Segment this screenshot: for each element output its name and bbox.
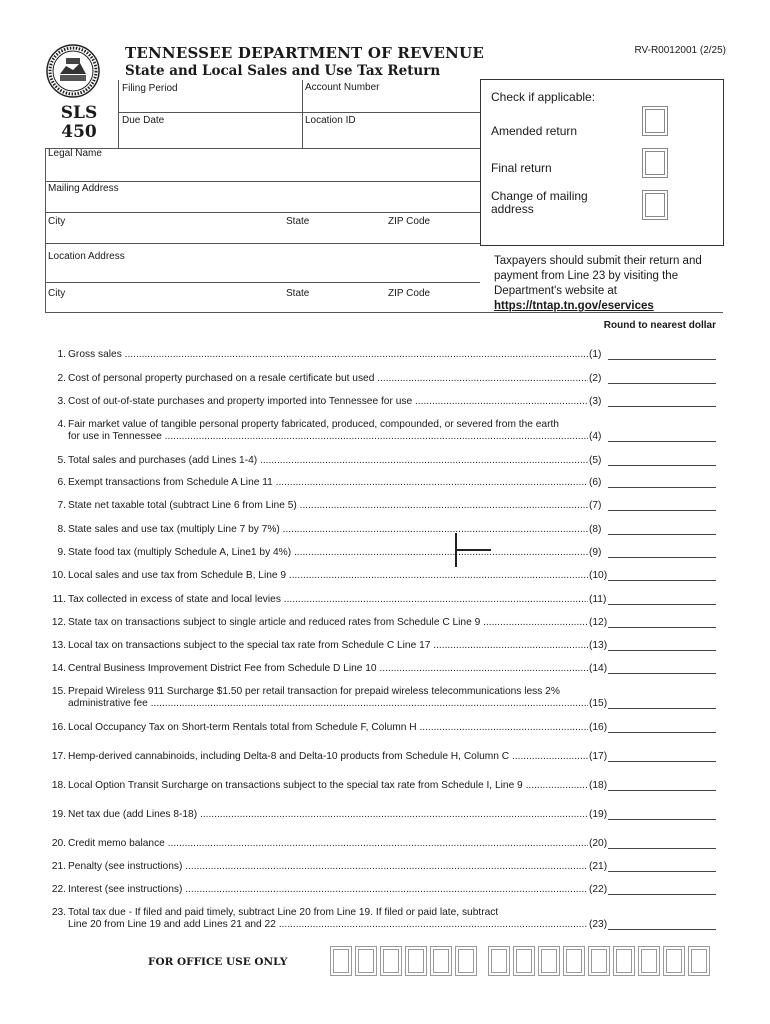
alignment-mark [455, 549, 491, 551]
line-description: State net taxable total (subtract Line 6 from Line 5) ..... [68, 500, 588, 512]
line-amount-field[interactable] [608, 487, 716, 488]
eservices-link[interactable]: https://tntap.tn.gov/eservices [494, 300, 654, 312]
grid-rule [45, 181, 480, 182]
line-description: Net tax due (add Lines 8-18) ..... [68, 809, 588, 821]
line-amount-field[interactable] [608, 650, 716, 651]
check-panel-title: Check if applicable: [491, 90, 596, 104]
line-reference: (18) [588, 780, 614, 792]
line-number: 14. [51, 663, 66, 674]
grid-divider [45, 148, 46, 312]
line-number: 9. [57, 547, 66, 558]
form-title: State and Local Sales and Use Tax Return [125, 63, 441, 79]
line-number: 7. [57, 500, 66, 511]
state-field[interactable]: State [286, 216, 310, 227]
line-description: Local sales and use tax from Schedule B, Line 9 ..... [68, 570, 588, 582]
account-number-field[interactable]: Account Number [305, 82, 380, 93]
line-reference: (6) [588, 477, 614, 489]
line-number: 11. [52, 594, 66, 605]
submission-note-text: Taxpayers should submit their return and payment from Line 23 by visiting the Department's website at [494, 255, 702, 297]
line-description: Central Business Improvement District Fee from Schedule D Line 10 ..... [68, 663, 588, 675]
amended-return-checkbox[interactable] [642, 106, 668, 136]
change-mailing-checkbox[interactable] [642, 190, 668, 220]
amended-return-label: Amended return [491, 124, 578, 138]
line-description-cont: for use in Tennessee ..... [68, 431, 588, 443]
line-amount-field[interactable] [608, 871, 716, 872]
line-amount-field[interactable] [608, 673, 716, 674]
city-field[interactable]: City [48, 216, 66, 227]
line-description: Tax collected in excess of state and local levies ..... [68, 594, 588, 606]
line-description: State tax on transactions subject to single article and reduced rates from Schedule C Line 9 ..... [68, 617, 588, 629]
line-amount-field[interactable] [608, 441, 716, 442]
legal-name-field[interactable]: Legal Name [48, 148, 102, 159]
line-description: Credit memo balance ..... [68, 838, 588, 850]
line-reference: (9) [588, 547, 614, 559]
line-number: 17. [51, 751, 66, 762]
line-description: Interest (see instructions) ..... [68, 884, 588, 896]
form-code-number: 450 [61, 122, 97, 142]
line-description: Local Occupancy Tax on Short-term Rentals total from Schedule F, Column H ..... [68, 722, 588, 734]
line-description: Cost of out-of-state purchases and property imported into Tennessee for use ..... [68, 396, 588, 408]
line-reference: (12) [588, 617, 614, 629]
line-amount-field[interactable] [608, 359, 716, 360]
line-description: Cost of personal property purchased on a resale certificate but used ..... [68, 373, 588, 385]
location-zip-code-field[interactable]: ZIP Code [388, 288, 431, 299]
round-note: Round to nearest dollar [603, 320, 716, 331]
final-return-checkbox[interactable] [642, 148, 668, 178]
line-number: 4. [57, 419, 66, 430]
line-reference: (15) [588, 698, 614, 710]
office-use-cell [405, 946, 427, 976]
line-reference: (19) [588, 809, 614, 821]
line-amount-field[interactable] [608, 761, 716, 762]
line-description: State food tax (multiply Schedule A, Line1 by 4%) ..... [68, 547, 588, 559]
line-number: 8. [57, 524, 66, 535]
due-date-field[interactable]: Due Date [122, 115, 165, 126]
line-reference: (17) [588, 751, 614, 763]
final-return-label: Final return [491, 161, 552, 175]
line-number: 16. [51, 722, 66, 733]
line-reference: (14) [588, 663, 614, 675]
line-number: 3. [57, 396, 66, 407]
line-description: Local tax on transactions subject to the special tax rate from Schedule C Line 17 ..... [68, 640, 588, 652]
office-use-cell [488, 946, 510, 976]
office-use-cell [430, 946, 452, 976]
line-reference: (22) [588, 884, 614, 896]
line-amount-field[interactable] [608, 557, 716, 558]
line-number: 21. [51, 861, 66, 872]
office-use-label: FOR OFFICE USE ONLY [148, 956, 288, 968]
line-amount-field[interactable] [608, 708, 716, 709]
grid-rule [45, 243, 480, 244]
filing-period-field[interactable]: Filing Period [122, 83, 178, 94]
line-amount-field[interactable] [608, 580, 716, 581]
change-mailing-label: Change of mailing address [491, 189, 588, 216]
line-amount-field[interactable] [608, 465, 716, 466]
alignment-mark [455, 533, 457, 567]
line-number: 22. [51, 884, 66, 895]
grid-divider [118, 80, 119, 148]
line-reference: (7) [588, 500, 614, 512]
line-amount-field[interactable] [608, 819, 716, 820]
form-code [48, 104, 110, 142]
grid-rule [45, 148, 480, 149]
line-description: Total tax due - If filed and paid timely, subtract Line 20 from Line 19. If filed or paid late, subtract [68, 907, 499, 918]
line-amount-field[interactable] [608, 627, 716, 628]
grid-rule [118, 112, 480, 113]
line-amount-field[interactable] [608, 732, 716, 733]
line-description: Hemp-derived cannabinoids, including Delta-8 and Delta-10 products from Schedule H, Column C ..... [68, 751, 588, 763]
office-use-cell [563, 946, 585, 976]
office-use-cell [380, 946, 402, 976]
line-reference: (3) [588, 396, 614, 408]
line-number: 18. [51, 780, 66, 791]
line-reference: (8) [588, 524, 614, 536]
grid-rule [45, 212, 480, 213]
line-number: 2. [57, 373, 66, 384]
line-description: Total sales and purchases (add Lines 1-4) ..... [68, 455, 588, 467]
line-number: 15. [51, 686, 66, 697]
office-use-cell [538, 946, 560, 976]
office-use-cell [330, 946, 352, 976]
grid-divider [302, 80, 303, 148]
line-amount-field[interactable] [608, 929, 716, 930]
line-number: 23. [51, 907, 66, 918]
line-reference: (11) [588, 594, 614, 606]
submission-note [494, 254, 724, 314]
office-use-cell [613, 946, 635, 976]
office-use-cell [455, 946, 477, 976]
line-amount-field[interactable] [608, 510, 716, 511]
line-number: 1. [57, 349, 66, 360]
location-id-field[interactable]: Location ID [305, 115, 356, 126]
line-description-cont: Line 20 from Line 19 and add Lines 21 and 22 ..... [68, 919, 588, 931]
line-reference: (20) [588, 838, 614, 850]
line-description-cont: administrative fee ..... [68, 698, 588, 710]
form-revision-id: RV-R0012001 (2/25) [634, 45, 726, 56]
line-number: 20. [51, 838, 66, 849]
line-description: State sales and use tax (multiply Line 7 by 7%) ..... [68, 524, 588, 536]
line-reference: (5) [588, 455, 614, 467]
zip-code-field[interactable]: ZIP Code [388, 216, 431, 227]
mailing-address-field[interactable]: Mailing Address [48, 183, 119, 194]
line-description: Fair market value of tangible personal property fabricated, produced, compounded, or severed from the earth [68, 419, 559, 430]
line-reference: (23) [588, 919, 614, 931]
line-description: Exempt transactions from Schedule A Line 11 ..... [68, 477, 588, 489]
office-use-cell [355, 946, 377, 976]
line-amount-field[interactable] [608, 604, 716, 605]
line-amount-field[interactable] [608, 848, 716, 849]
line-amount-field[interactable] [608, 534, 716, 535]
line-number: 5. [57, 455, 66, 466]
office-use-cell [638, 946, 660, 976]
line-reference: (10) [588, 570, 614, 582]
office-use-cell [513, 946, 535, 976]
location-city-field[interactable]: City [48, 288, 66, 299]
line-description: Prepaid Wireless 911 Surcharge $1.50 per retail transaction for prepaid wireless telecommunications less 2% [68, 686, 560, 697]
office-use-cell [663, 946, 685, 976]
state-seal-icon [46, 44, 100, 98]
line-number: 10. [51, 570, 66, 581]
line-amount-field[interactable] [608, 383, 716, 384]
line-reference: (13) [588, 640, 614, 652]
line-reference: (2) [588, 373, 614, 385]
department-title: TENNESSEE DEPARTMENT OF REVENUE [125, 44, 484, 62]
line-description: Local Option Transit Surcharge on transactions subject to the special tax rate from Schedule I, Line 9 ..... [68, 780, 588, 792]
line-number: 19. [51, 809, 66, 820]
line-number: 13. [51, 640, 66, 651]
line-number: 6. [57, 477, 66, 488]
grid-rule [45, 282, 480, 283]
line-number: 12. [51, 617, 66, 628]
line-amount-field[interactable] [608, 894, 716, 895]
line-description: Gross sales ..... [68, 349, 588, 361]
location-address-field[interactable]: Location Address [48, 251, 125, 262]
line-reference: (16) [588, 722, 614, 734]
form-code-letters: SLS [60, 103, 98, 123]
line-description: Penalty (see instructions) ..... [68, 861, 588, 873]
line-reference: (21) [588, 861, 614, 873]
office-use-cell [688, 946, 710, 976]
line-reference: (1) [588, 349, 614, 361]
line-reference: (4) [588, 431, 614, 443]
location-state-field[interactable]: State [286, 288, 310, 299]
line-amount-field[interactable] [608, 790, 716, 791]
line-amount-field[interactable] [608, 406, 716, 407]
office-use-cell [588, 946, 610, 976]
